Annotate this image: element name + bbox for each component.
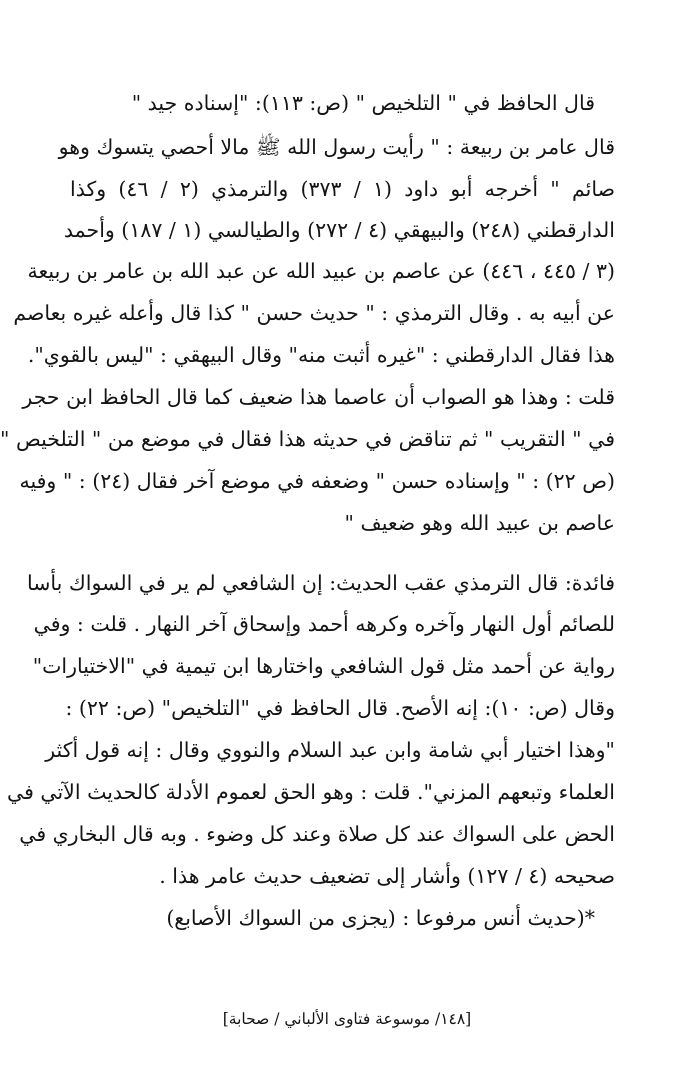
text-line-16: "وهذا اختيار أبي شامة وابن عبد السلام والنووي وقال : إنه قول أكثر <box>45 738 615 762</box>
text-line-8: قلت : وهذا هو الصواب أن عاصما هذا ضعيف كما قال الحافظ ابن حجر <box>22 385 615 409</box>
text-line-15: وقال (ص: ١٠): إنه الأصح. قال الحافظ في "التلخيص" (ص: ٢٢) : <box>65 696 615 720</box>
text-line-14: رواية عن أحمد مثل قول الشافعي واختارها ابن تيمية في "الاختيارات" <box>32 654 615 678</box>
text-line-3: صائم " أخرجه أبو داود (١ / ٣٧٣) والترمذي (٢ / ٤٦) وكذا <box>70 177 615 201</box>
text-line-7: هذا فقال الدارقطني : "غيره أثبت منه" وقال البيهقي : "ليس بالقوي". <box>27 343 615 367</box>
text-line-10: (ص ٢٢) : " وإسناده حسن " وضعفه في موضع آخر فقال (٢٤) : " وفيه <box>19 469 615 493</box>
text-line-17: العلماء وتبعهم المزني". قلت : وهو الحق لعموم الأدلة كالحديث الآتي في <box>6 780 615 804</box>
text-line-18: الحض على السواك عند كل صلاة وعند كل وضوء . وبه قال البخاري في <box>19 822 615 846</box>
text-line-19: صحيحه (٤ / ١٢٧) وأشار إلى تضعيف حديث عامر هذا . <box>159 864 615 888</box>
text-line-13: للصائم أول النهار وآخره وكرهه أحمد وإسحاق آخر النهار . قلت : وفي <box>33 612 615 636</box>
text-line-1: قال الحافظ في " التلخيص " (ص: ١١٣): "إسناده جيد " <box>131 91 595 115</box>
page-footer: [١٤٨/ موسوعة فتاوى الألباني / صحابة] <box>222 1010 472 1028</box>
text-line-4: الدارقطني (٢٤٨) والبيهقي (٤ / ٢٧٢) والطيالسي (١ / ١٨٧) وأحمد <box>63 218 615 242</box>
text-line-12: فائدة: قال الترمذي عقب الحديث: إن الشافعي لم ير في السواك بأسا <box>27 571 615 595</box>
text-line-2: قال عامر بن ربيعة : " رأيت رسول الله ﷺ مالا أحصي يتسوك وهو <box>58 135 615 159</box>
text-line-9: في " التقريب " ثم تناقض في حديثه هذا فقال في موضع من " التلخيص " <box>0 427 615 451</box>
text-line-6: عن أبيه به . وقال الترمذي : " حديث حسن " كذا قال وأعله غيره بعاصم <box>13 301 615 325</box>
text-line-20: *(حديث أنس مرفوعا : (يجزى من السواك الأصابع) <box>166 906 595 930</box>
text-line-11: عاصم بن عبيد الله وهو ضعيف " <box>344 511 615 535</box>
text-line-5: (٣ / ٤٤٥ ، ٤٤٦) عن عاصم بن عبيد الله عن عبد الله بن عامر بن ربيعة <box>27 259 615 283</box>
